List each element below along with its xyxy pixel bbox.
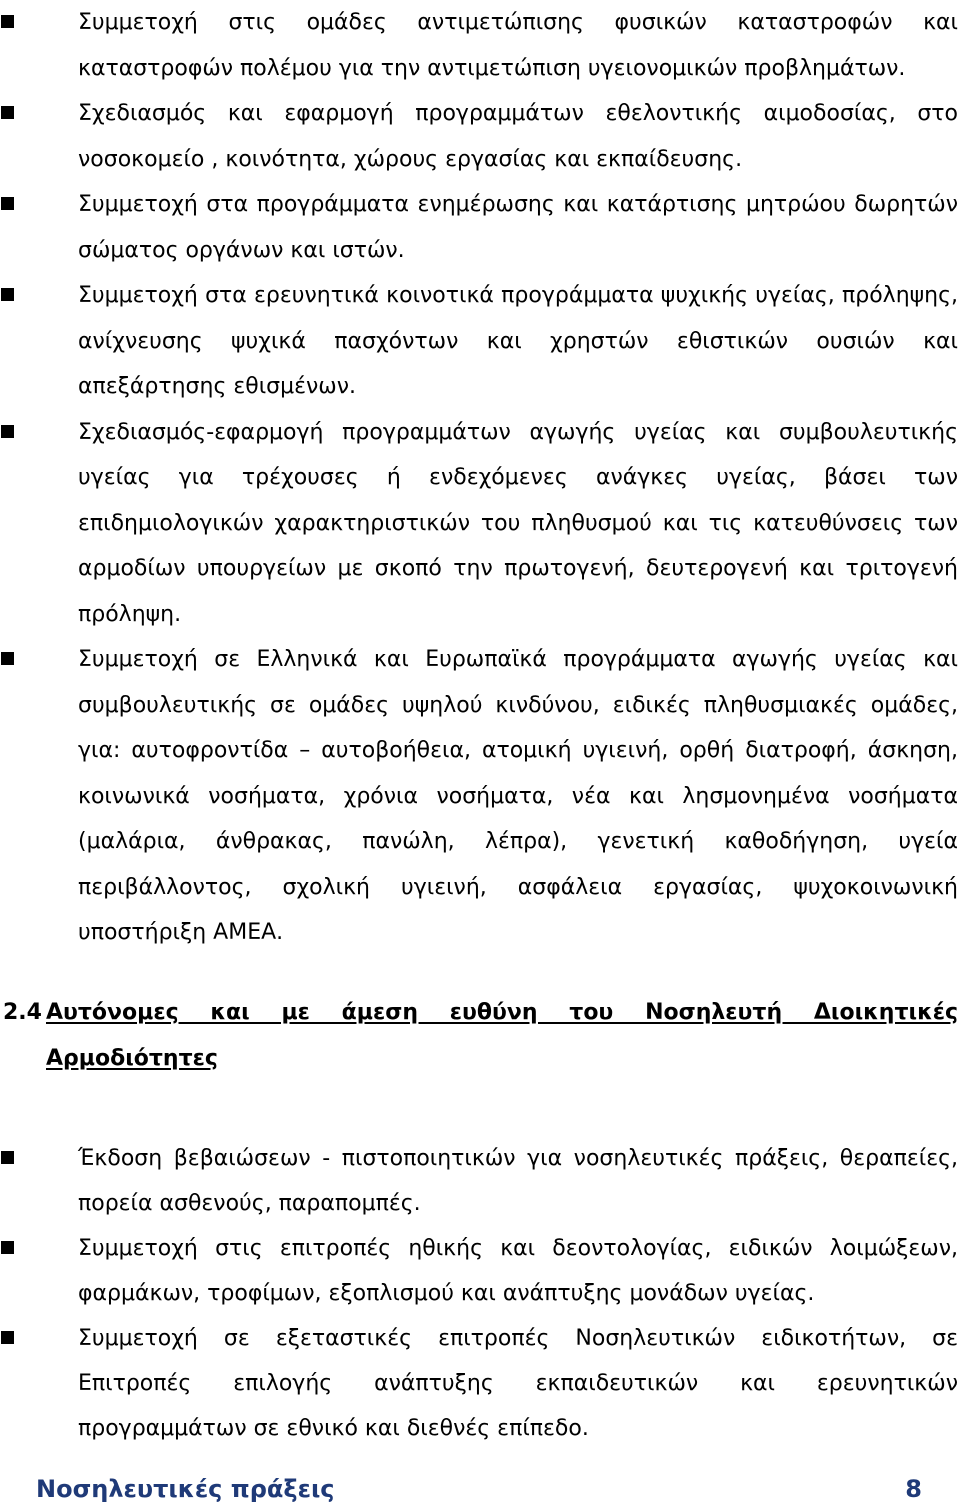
square-bullet-icon xyxy=(1,1241,14,1254)
list-item xyxy=(0,273,960,410)
list-item-text: Σχεδιασμός-εφαρμογή προγραμμάτων αγωγής υγείας και συμβουλευτικής υγείας για τρέχουσες ή ενδεχόμενες ανάγκες υγείας, βάσει των επιδημιολογικών χαρακτηριστικών του πληθυσμού και τις κατευθύνσεις των αρμοδίων υπουργείων με σκοπό την πρωτογενή, δευτερογενή και τριτογενή πρόληψη. xyxy=(78,419,958,627)
square-bullet-icon xyxy=(1,1151,14,1164)
list-item-text: Συμμετοχή στις ομάδες αντιμετώπισης φυσικών καταστροφών και καταστροφών πολέμου για την αντιμετώπιση υγειονομικών προβλημάτων. xyxy=(78,10,958,81)
list-item xyxy=(0,1226,960,1316)
list-item-text: Συμμετοχή στα προγράμματα ενημέρωσης και κατάρτισης μητρώου δωρητών σώματος οργάνων και ιστών. xyxy=(78,192,958,263)
square-bullet-icon xyxy=(1,15,14,28)
list-item-text: Έκδοση βεβαιώσεων - πιστοποιητικών για νοσηλευτικές πράξεις, θεραπείες, πορεία ασθενούς, παραπομπές. xyxy=(78,1146,958,1216)
list-item xyxy=(0,1136,960,1226)
footer-title: Νοσηλευτικές πράξεις xyxy=(36,1475,335,1503)
list-item xyxy=(0,410,960,638)
square-bullet-icon xyxy=(1,425,14,438)
list-item-text: Συμμετοχή στις επιτροπές ηθικής και δεοντολογίας, ειδικών λοιμώξεων, φαρμάκων, τροφίμων, εξοπλισμού και ανάπτυξης μονάδων υγείας. xyxy=(78,1236,958,1306)
list-item-text: Συμμετοχή σε εξεταστικές επιτροπές Νοσηλευτικών ειδικοτήτων, σε Επιτροπές επιλογής ανάπτυξης εκπαιδευτικών και ερευνητικών προγραμμάτων σε εθνικό και διεθνές επίπεδο. xyxy=(78,1326,958,1441)
square-bullet-icon xyxy=(1,106,14,119)
list-item xyxy=(0,1316,960,1451)
section-number: 2.4 xyxy=(3,1000,42,1025)
list-item xyxy=(0,637,960,956)
section-heading xyxy=(0,990,960,1082)
page-footer xyxy=(0,1472,960,1506)
list-item-text: Σχεδιασμός και εφαρμογή προγραμμάτων εθελοντικής αιμοδοσίας, στο νοσοκομείο , κοινότητα, χώρους εργασίας και εκπαίδευσης. xyxy=(78,101,958,172)
page-number: 8 xyxy=(905,1475,922,1503)
section-title: Αυτόνομες και με άμεση ευθύνη του Νοσηλευτή Διοικητικές Αρμοδιότητες xyxy=(46,1000,958,1071)
square-bullet-icon xyxy=(1,197,14,210)
list-item xyxy=(0,91,960,182)
square-bullet-icon xyxy=(1,288,14,301)
bullet-list-lower xyxy=(0,1136,960,1451)
list-item xyxy=(0,0,960,91)
list-item xyxy=(0,182,960,273)
list-item-text: Συμμετοχή σε Ελληνικά και Ευρωπαϊκά προγράμματα αγωγής υγείας και συμβουλευτικής σε ομάδες υψηλού κινδύνου, ειδικές πληθυσμιακές ομάδες, για: αυτοφροντίδα – αυτοβοήθεια, ατομική υγιεινή, ορθή διατροφή, άσκηση, κοινωνικά νοσήματα, χρόνια νοσήματα, νέα και λησμονημένα νοσήματα (μαλάρια, άνθρακας, πανώλη, λέπρα), γενετική καθοδήγηση, υγεία περιβάλλοντος, σχολική υγιεινή, ασφάλεια εργασίας, ψυχοκοινωνική υποστήριξη ΑΜΕΑ. xyxy=(78,647,958,945)
list-item-text: Συμμετοχή στα ερευνητικά κοινοτικά προγράμματα ψυχικής υγείας, πρόληψης, ανίχνευσης ψυχικά πασχόντων και χρηστών εθιστικών ουσιών και απεξάρτησης εθισμένων. xyxy=(78,283,958,399)
square-bullet-icon xyxy=(1,1331,14,1344)
square-bullet-icon xyxy=(1,652,14,665)
